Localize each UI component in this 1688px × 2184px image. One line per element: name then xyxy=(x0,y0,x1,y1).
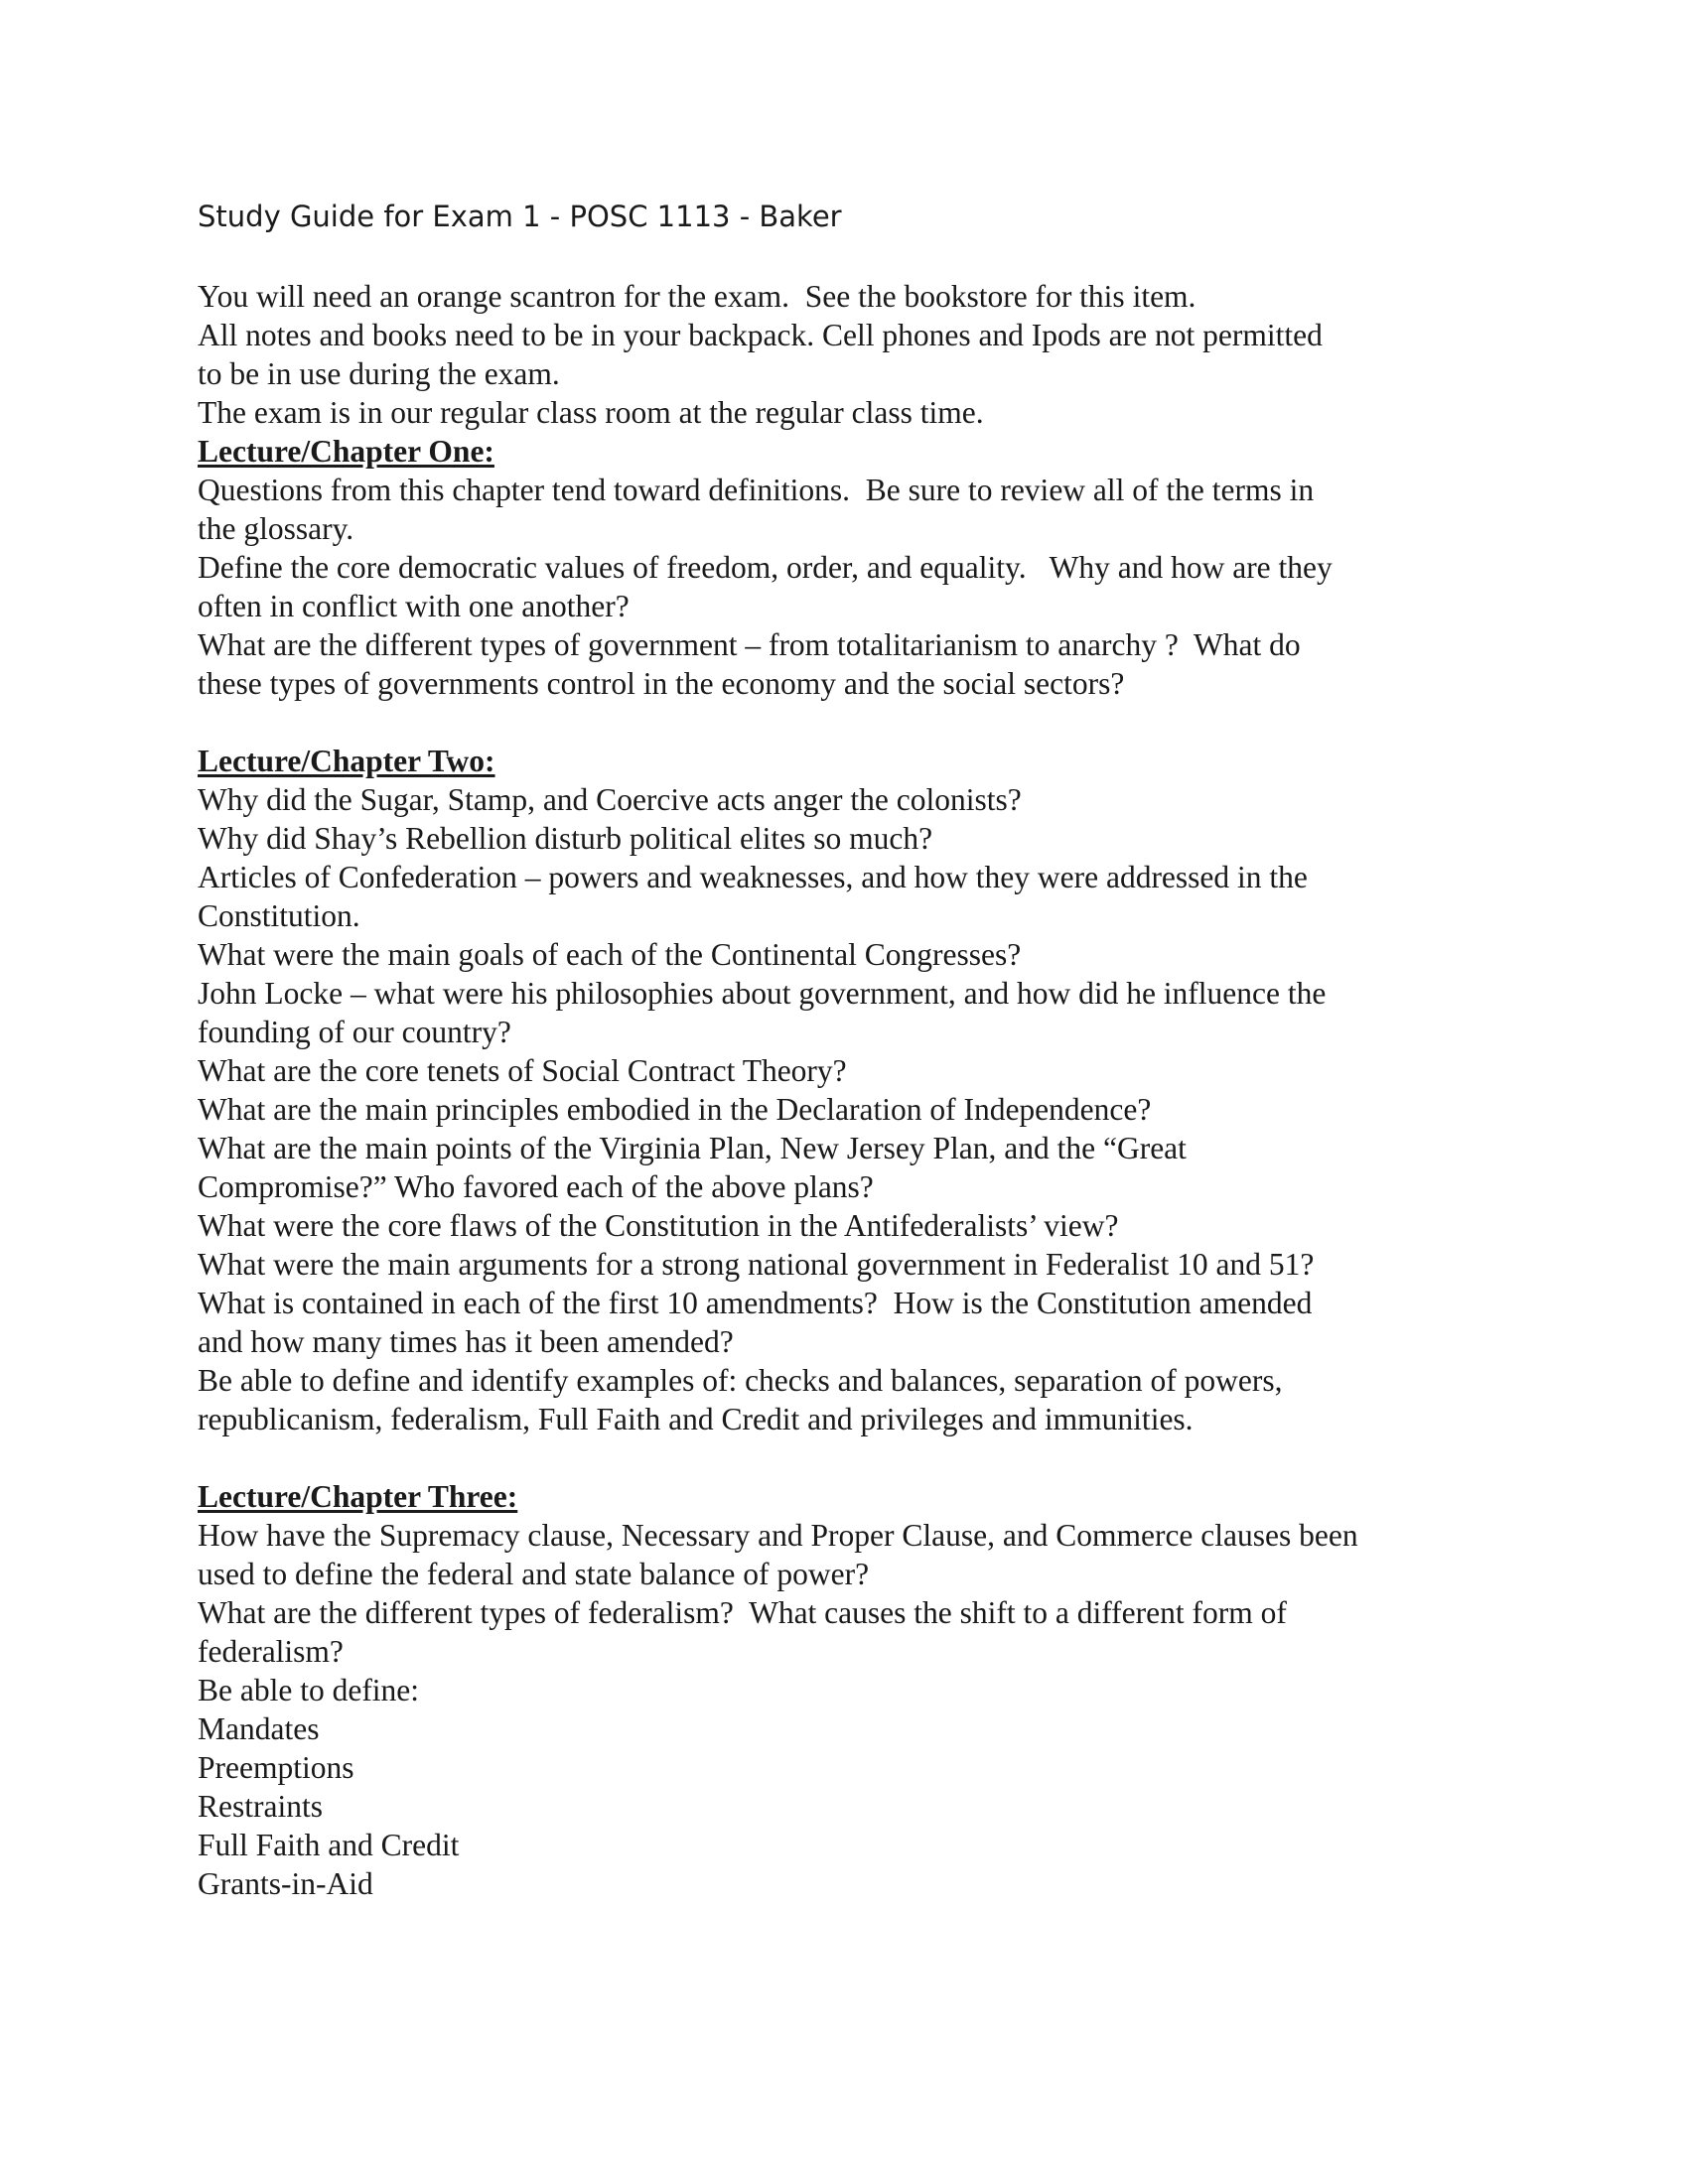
chapter-one-line: these types of governments control in the economy and the social sectors? xyxy=(198,666,1125,701)
chapter-three-line: Be able to define: xyxy=(198,1673,420,1707)
chapter-two-line: Why did the Sugar, Stamp, and Coercive acts anger the colonists? xyxy=(198,782,1022,817)
chapter-two-line: What are the core tenets of Social Contract Theory? xyxy=(198,1053,847,1088)
chapter-two-line: republicanism, federalism, Full Faith and Credit and privileges and immunities. xyxy=(198,1402,1194,1436)
intro-line: to be in use during the exam. xyxy=(198,356,560,391)
chapter-two-line: John Locke – what were his philosophies about government, and how did he influence the xyxy=(198,976,1327,1011)
intro-line: All notes and books need to be in your backpack. Cell phones and Ipods are not permitted xyxy=(198,318,1323,352)
intro-line: The exam is in our regular class room at the regular class time. xyxy=(198,395,984,430)
chapter-one-line: Questions from this chapter tend toward definitions. Be sure to review all of the terms in xyxy=(198,473,1315,507)
chapter-one-heading: Lecture/Chapter One: xyxy=(198,434,494,469)
chapter-two-line: Be able to define and identify examples of: checks and balances, separation of powers, xyxy=(198,1363,1283,1398)
intro-section xyxy=(198,277,1518,432)
chapter-two-line: What were the core flaws of the Constitution in the Antifederalists’ view? xyxy=(198,1208,1119,1243)
chapter-two-line: and how many times has it been amended? xyxy=(198,1324,734,1359)
chapter-one-line: What are the different types of government – from totalitarianism to anarchy ? What do xyxy=(198,627,1301,662)
chapter-three-heading: Lecture/Chapter Three: xyxy=(198,1479,518,1514)
chapter-three-line: How have the Supremacy clause, Necessary and Proper Clause, and Commerce clauses been xyxy=(198,1518,1358,1553)
chapter-three-line: What are the different types of federalism? What causes the shift to a different form of xyxy=(198,1595,1287,1630)
chapter-two-line: founding of our country? xyxy=(198,1015,511,1049)
chapter-one-line: the glossary. xyxy=(198,511,354,546)
chapter-three-line: used to define the federal and state balance of power? xyxy=(198,1557,870,1591)
chapter-two-line: Compromise?” Who favored each of the above plans? xyxy=(198,1169,874,1204)
chapter-three-line: Preemptions xyxy=(198,1750,354,1785)
chapter-one-section xyxy=(198,432,1518,703)
intro-line: You will need an orange scantron for the exam. See the bookstore for this item. xyxy=(198,279,1196,314)
chapter-three-line: Mandates xyxy=(198,1711,320,1746)
document-title: Study Guide for Exam 1 - POSC 1113 - Baker xyxy=(198,200,842,233)
chapter-two-line: What are the main principles embodied in the Declaration of Independence? xyxy=(198,1092,1152,1127)
chapter-three-line: federalism? xyxy=(198,1634,344,1669)
chapter-three-line: Full Faith and Credit xyxy=(198,1828,460,1862)
chapter-three-line: Restraints xyxy=(198,1789,323,1824)
chapter-two-heading: Lecture/Chapter Two: xyxy=(198,744,495,778)
chapter-two-line: Constitution. xyxy=(198,898,360,933)
chapter-two-line: What were the main arguments for a strong national government in Federalist 10 and 51? xyxy=(198,1247,1315,1282)
section-spacer xyxy=(198,1438,1518,1477)
chapter-three-line: Grants-in-Aid xyxy=(198,1866,373,1901)
chapter-one-line: Define the core democratic values of freedom, order, and equality. Why and how are they xyxy=(198,550,1333,585)
chapter-two-section xyxy=(198,742,1518,1438)
section-spacer xyxy=(198,703,1518,742)
chapter-one-line: often in conflict with one another? xyxy=(198,589,630,623)
chapter-two-line: What is contained in each of the first 10 amendments? How is the Constitution amended xyxy=(198,1286,1313,1320)
document-body xyxy=(198,277,1518,1903)
chapter-two-line: What were the main goals of each of the Continental Congresses? xyxy=(198,937,1022,972)
chapter-two-line: What are the main points of the Virginia Plan, New Jersey Plan, and the “Great xyxy=(198,1131,1187,1165)
chapter-two-line: Why did Shay’s Rebellion disturb political elites so much? xyxy=(198,821,933,856)
chapter-three-section xyxy=(198,1477,1518,1903)
chapter-two-line: Articles of Confederation – powers and weaknesses, and how they were addressed in the xyxy=(198,860,1308,894)
